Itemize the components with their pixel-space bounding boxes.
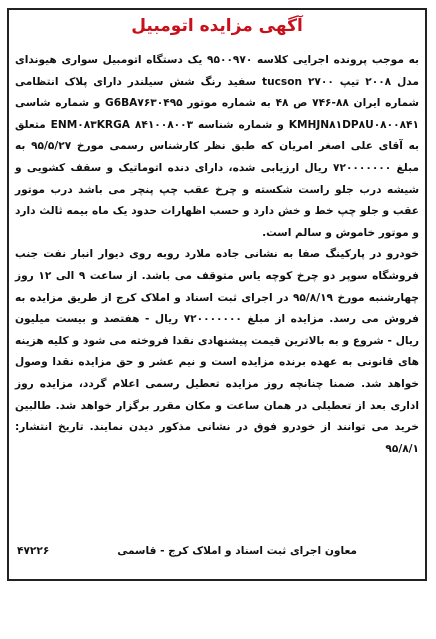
auction-notice [7, 8, 427, 581]
notice-paragraph-vehicle: به موجب پرونده اجرایی کلاسه ۹۵۰۰۹۷۰ یک دستگاه اتومبیل سواری هیوندای مدل ۲۰۰۸ تیپ tucson ۲۷۰۰ سفید رنگ شش سیلندر دارای پلاک انتظامی شماره ایران ۸۸-۷۴۶ ص ۴۸ به شماره موتور G6BA۷۶۳۰۴۹۵ و شماره شاسی KMHJN۸۱DP۸U۰۸۰۰۸۴۱ و شماره شناسه ۸۴۱۰۰۸۰۰۳ ENM۰۸۳KRGA متعلق به آقای علی اصغر امریان که طبق نظر کارشناس رسمی مورخ ۹۵/۵/۲۷ به مبلغ ۷۲۰۰۰۰۰۰۰ ریال ارزیابی شده، دارای دنده اتوماتیک و سقف کشویی و شیشه درب جلو راست شکسته و چرخ عقب چپ پنچر می باشد درب موتور عقب و جلو چپ خط و خش دارد و حسب اظهارات حدود یک ماه بیمه ثالث دارد و موتور خاموش و سالم است. [15, 54, 419, 239]
notice-paragraph-auction: خودرو در پارکینگ صفا به نشانی جاده ملارد روبه روی دیوار انبار نفت جنب فروشگاه سوپر دو چرخ کوچه یاس متوقف می باشد. از ساعت ۹ الی ۱۲ روز چهارشنبه مورخ ۹۵/۸/۱۹ در اجرای ثبت اسناد و املاک کرج از طریق مزایده به فروش می رسد. مزایده از مبلغ ۷۲۰۰۰۰۰۰۰ ریال - هفتصد و بیست میلیون ریال - شروع و به بالاترین قیمت پیشنهادی نقدا فروخته می شود و کلیه هزینه های قانونی به عهده برنده مزایده است و نیم عشر و حق مزایده نقدا وصول خواهد شد. ضمنا چنانچه روز مزایده تعطیل رسمی اعلام گردد، مزایده روز اداری بعد از تعطیلی در همان ساعت و مکان مقرر برگزار خواهد شد. طالبین خرید می توانند از خودرو فوق در نشانی مذکور دیدن نمایند. تاریخ انتشار: ۹۵/۸/۱ [15, 248, 419, 455]
notice-body [15, 50, 419, 460]
notice-code: ۴۷۲۲۶ [17, 545, 50, 557]
signature-line: معاون اجرای ثبت اسناد و املاک کرج - قاسمی [117, 545, 357, 557]
notice-footer [17, 545, 417, 567]
notice-title: آگهی مزایده اتومبیل [131, 16, 303, 36]
